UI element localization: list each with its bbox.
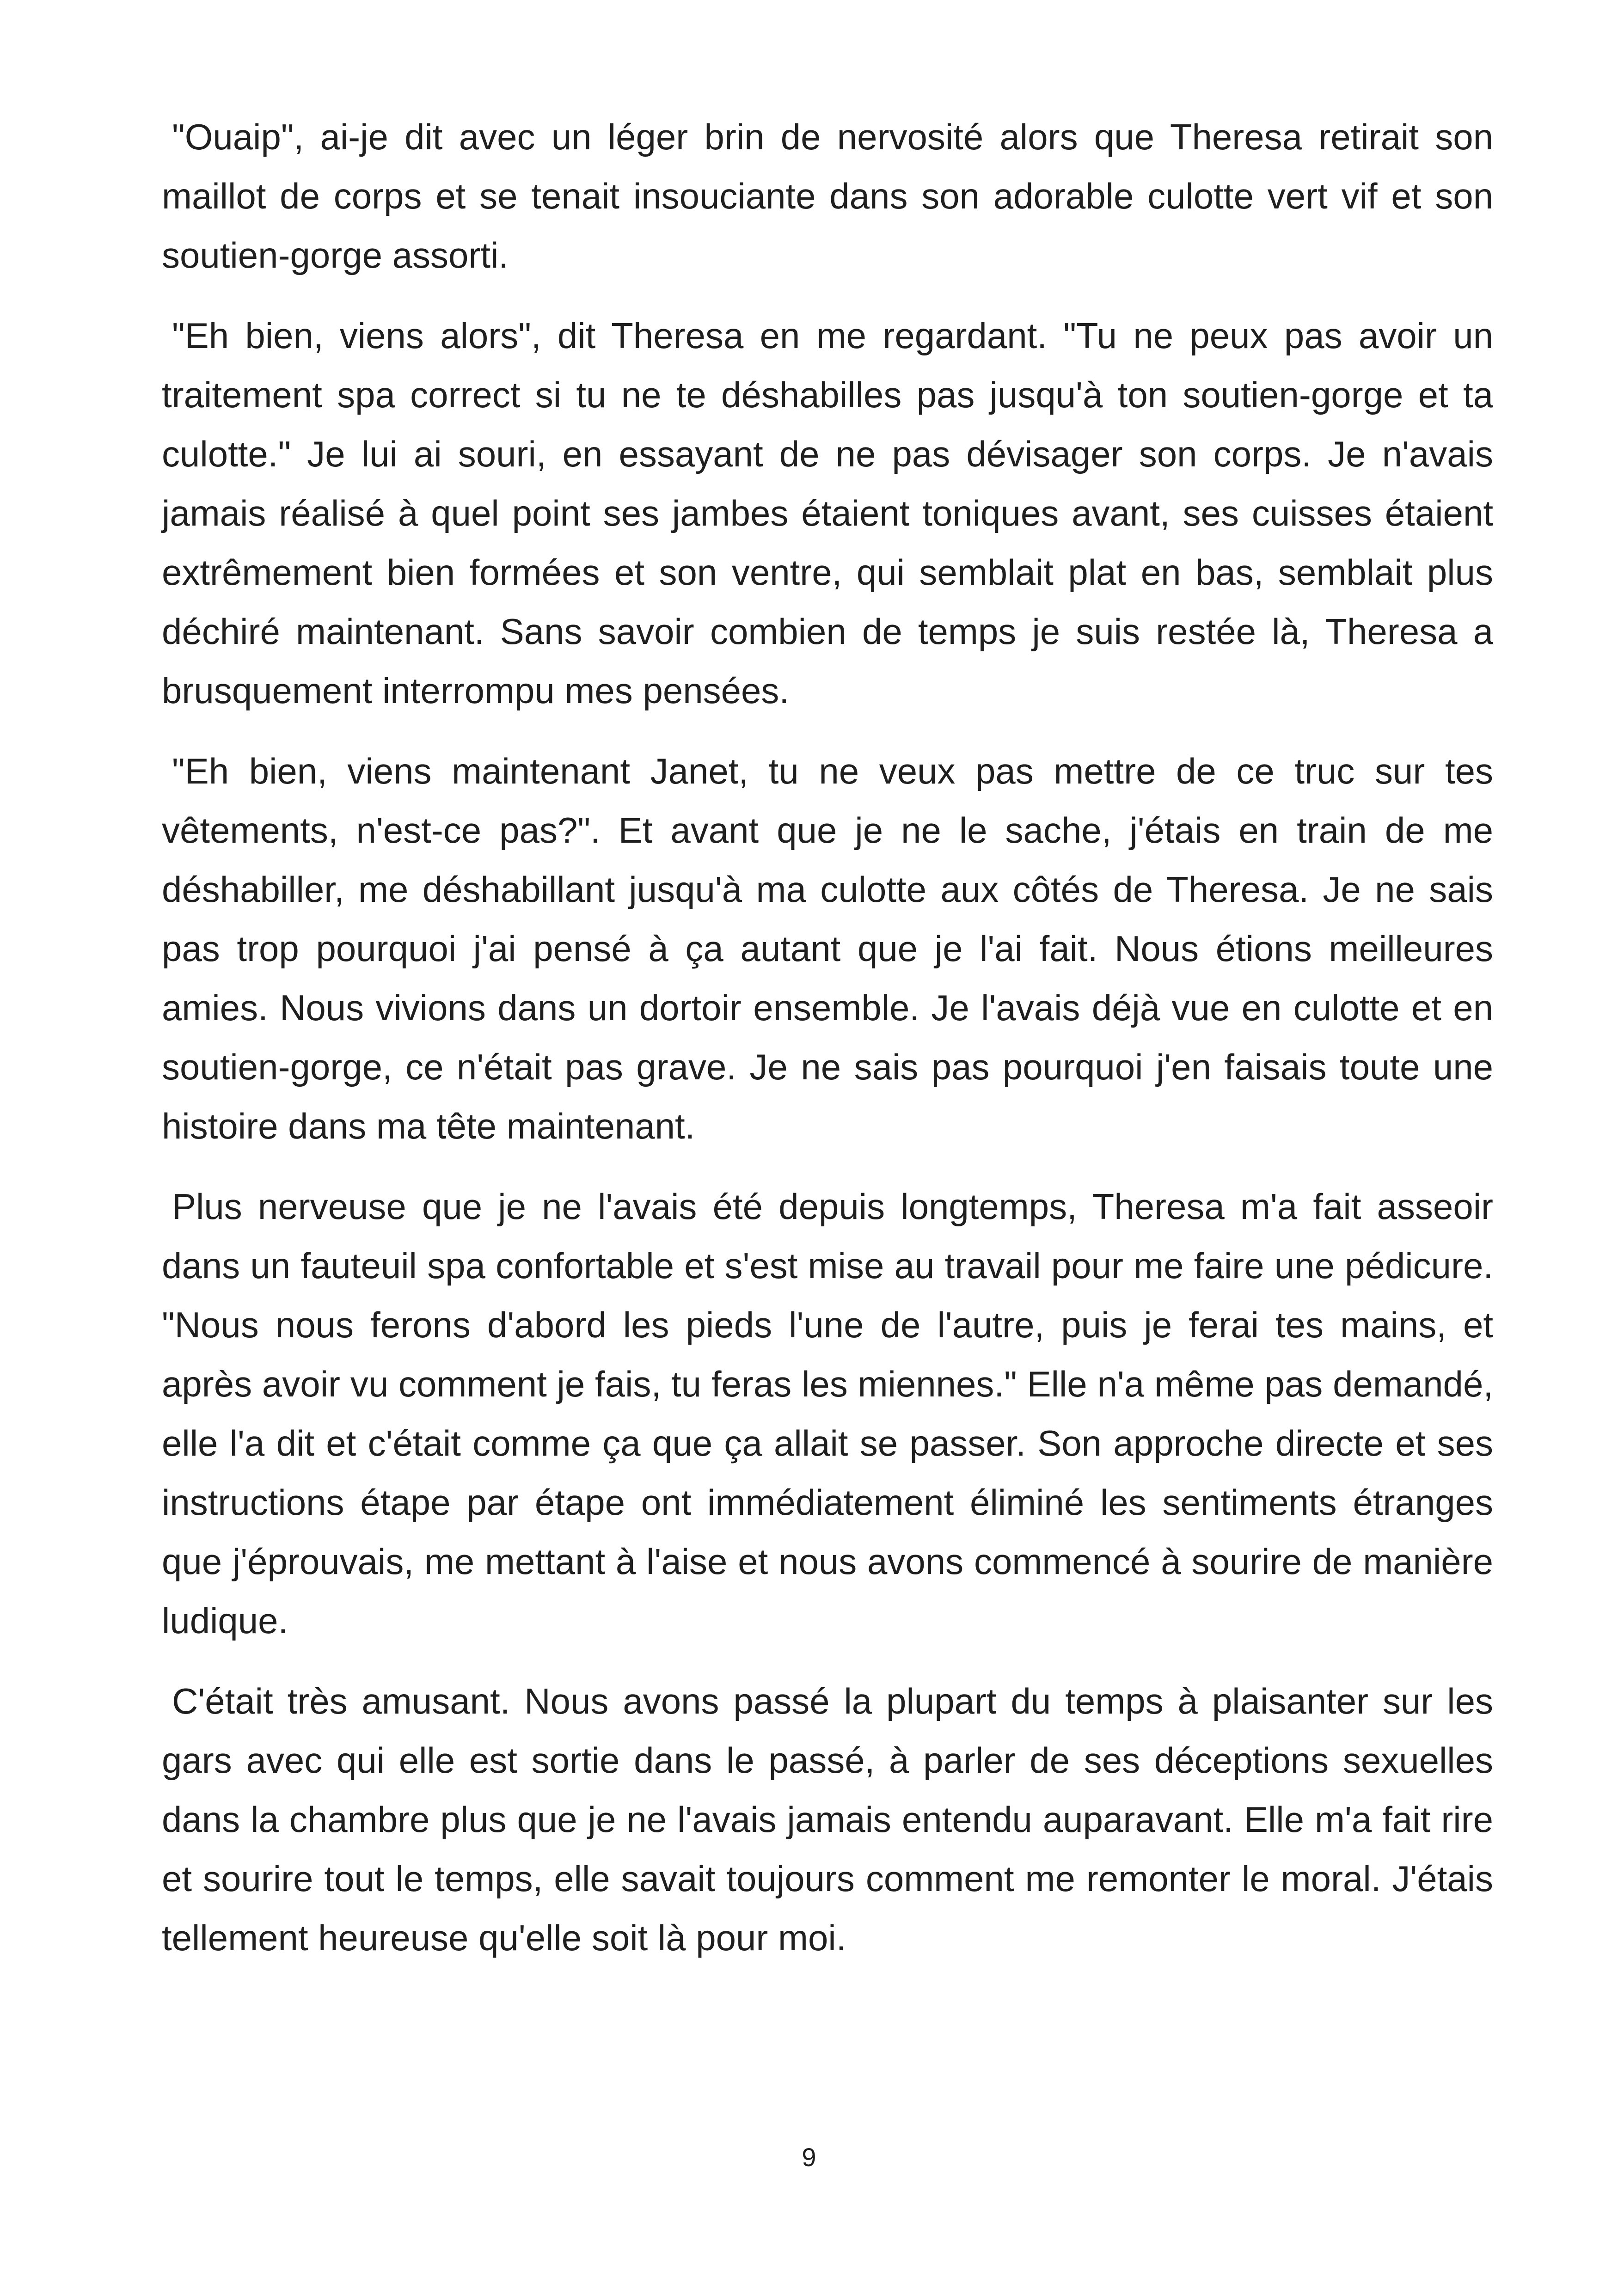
body-text bbox=[162, 107, 1493, 1989]
paragraph-4: Plus nerveuse que je ne l'avais été depuis longtemps, Theresa m'a fait asseoir dans un fauteuil spa confortable et s'est mise au travail pour me faire une pédicure. "Nous nous ferons d'abord les pieds l'une de l'autre, puis je ferai tes mains, et après avoir vu comment je fais, tu feras les miennes." Elle n'a même pas demandé, elle l'a dit et c'était comme ça que ça allait se passer. Son approche directe et ses instructions étape par étape ont immédiatement éliminé les sentiments étranges que j'éprouvais, me mettant à l'aise et nous avons commencé à sourire de manière ludique. bbox=[162, 1186, 1493, 1641]
paragraph-3: "Eh bien, viens maintenant Janet, tu ne veux pas mettre de ce truc sur tes vêtements, n'est-ce pas?". Et avant que je ne le sache, j'étais en train de me déshabiller, me déshabillant jusqu'à ma culotte aux côtés de Theresa. Je ne sais pas trop pourquoi j'ai pensé à ça autant que je l'ai fait. Nous étions meilleures amies. Nous vivions dans un dortoir ensemble. Je l'avais déjà vue en culotte et en soutien-gorge, ce n'était pas grave. Je ne sais pas pourquoi j'en faisais toute une histoire dans ma tête maintenant. bbox=[162, 751, 1493, 1146]
paragraph-1: "Ouaip", ai-je dit avec un léger brin de nervosité alors que Theresa retirait son maillot de corps et se tenait insouciante dans son adorable culotte vert vif et son soutien-gorge assorti. bbox=[162, 116, 1493, 276]
page-number: 9 bbox=[802, 2143, 816, 2172]
paragraph-2: "Eh bien, viens alors", dit Theresa en me regardant. "Tu ne peux pas avoir un traitement spa correct si tu ne te déshabilles pas jusqu'à ton soutien-gorge et ta culotte." Je lui ai souri, en essayant de ne pas dévisager son corps. Je n'avais jamais réalisé à quel point ses jambes étaient toniques avant, ses cuisses étaient extrêmement bien formées et son ventre, qui semblait plat en bas, semblait plus déchiré maintenant. Sans savoir combien de temps je suis restée là, Theresa a brusquement interrompu mes pensées. bbox=[162, 315, 1493, 711]
paragraph-5: C'était très amusant. Nous avons passé la plupart du temps à plaisanter sur les gars avec qui elle est sortie dans le passé, à parler de ses déceptions sexuelles dans la chambre plus que je ne l'avais jamais entendu auparavant. Elle m'a fait rire et sourire tout le temps, elle savait toujours comment me remonter le moral. J'étais tellement heureuse qu'elle soit là pour moi. bbox=[162, 1681, 1493, 1958]
